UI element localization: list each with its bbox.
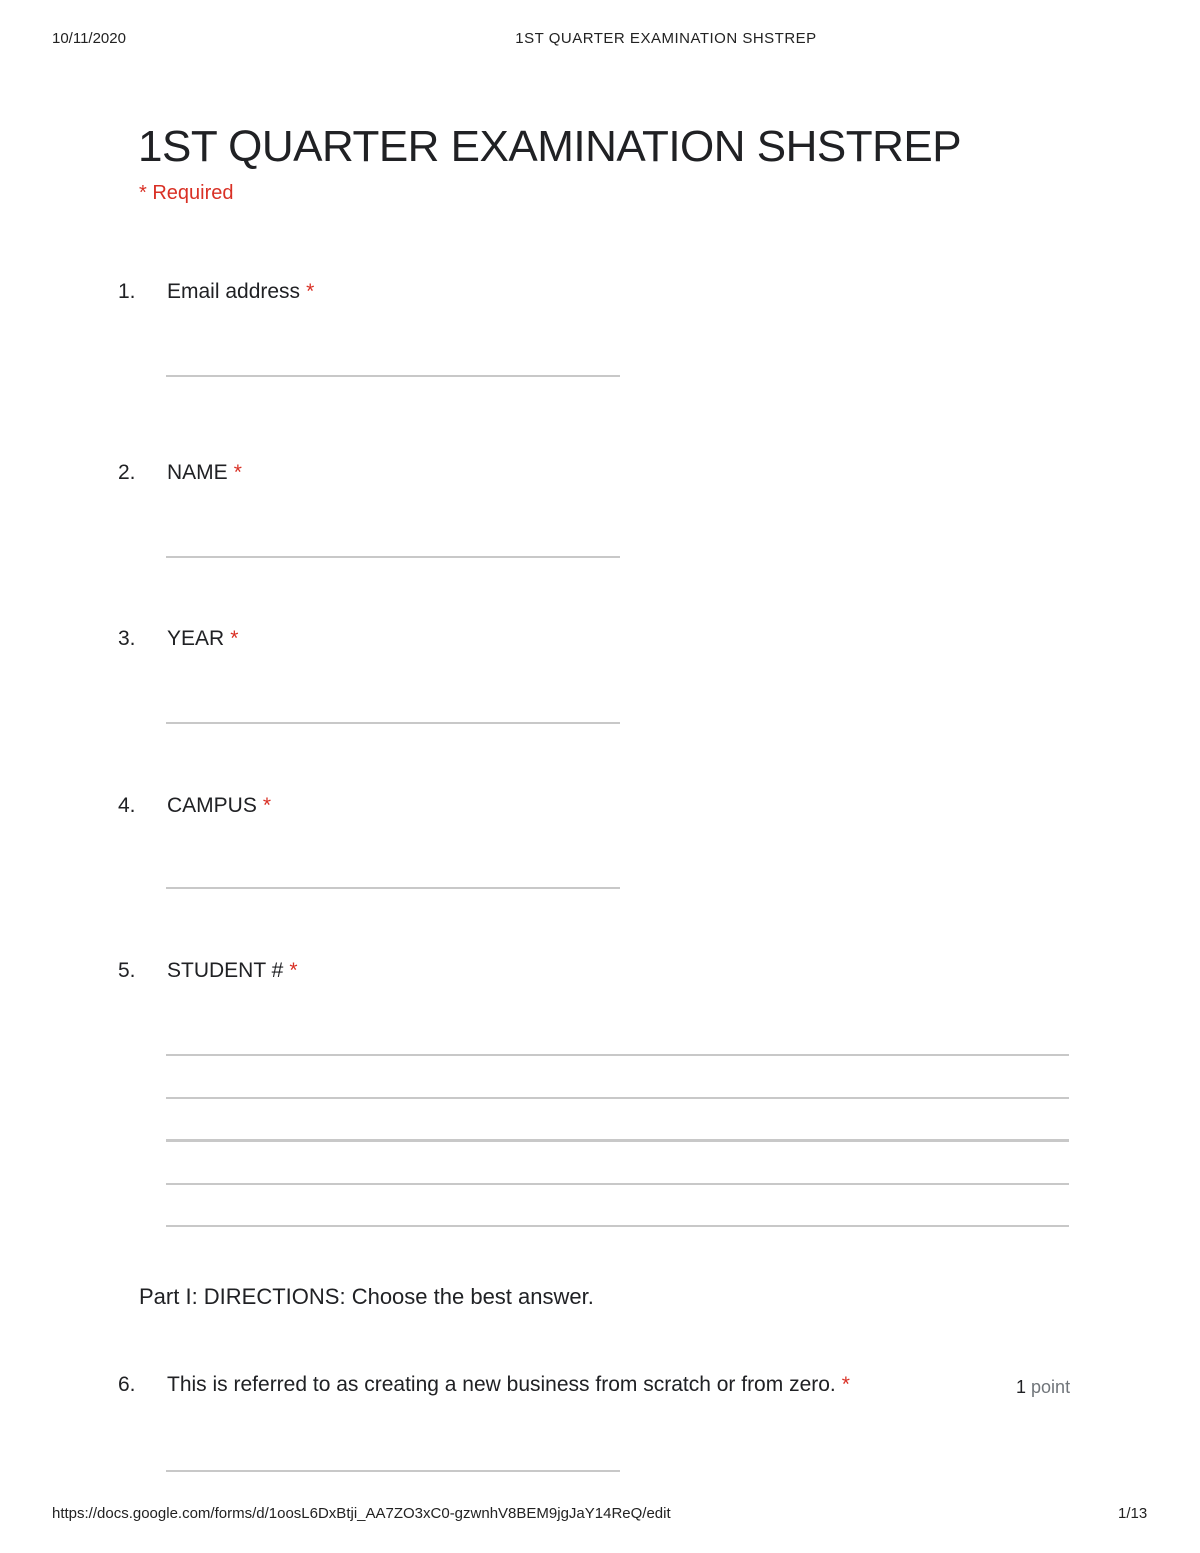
question-number: 2. [118, 461, 136, 484]
question-label [167, 1373, 850, 1397]
email-answer-field[interactable] [166, 375, 620, 377]
points-label [1016, 1377, 1070, 1398]
required-note: * Required [139, 182, 234, 204]
question-label [167, 627, 238, 651]
question-text: This is referred to as creating a new business from scratch or from zero. [167, 1373, 836, 1396]
question-number: 3. [118, 627, 136, 650]
required-marker: * [262, 794, 272, 817]
name-answer-field[interactable] [166, 556, 620, 558]
points-unit: point [1031, 1377, 1071, 1397]
points-value: 1 [1016, 1377, 1027, 1397]
year-answer-field[interactable] [166, 722, 620, 724]
question-text: YEAR [167, 627, 225, 650]
question-number: 4. [118, 794, 136, 817]
print-header-date: 10/11/2020 [52, 30, 126, 47]
question-number: 6. [118, 1373, 136, 1396]
question-text: CAMPUS [167, 794, 257, 817]
required-marker: * [230, 627, 239, 650]
student-number-answer-line[interactable] [166, 1183, 1069, 1185]
question-label [167, 959, 298, 983]
required-marker: * [306, 280, 315, 303]
section-directions: Part I: DIRECTIONS: Choose the best answer. [139, 1284, 594, 1309]
print-footer-url: https://docs.google.com/forms/d/1oosL6DxBtji_AA7ZO3xC0-gzwnhV8BEM9jgJaY14ReQ/edit [52, 1505, 671, 1522]
question-label [167, 794, 271, 818]
print-header-title: 1ST QUARTER EXAMINATION SHSTREP [515, 30, 817, 47]
required-marker: * [233, 461, 242, 484]
question-6-answer-field[interactable] [166, 1470, 620, 1472]
question-label [167, 280, 314, 304]
question-text: Email address [167, 280, 301, 303]
question-text: NAME [167, 461, 228, 484]
required-marker: * [289, 959, 298, 982]
campus-answer-field[interactable] [166, 887, 620, 889]
question-number: 5. [118, 959, 136, 982]
question-text: STUDENT # [167, 959, 284, 982]
student-number-answer-line[interactable] [166, 1139, 1069, 1142]
student-number-answer-line[interactable] [166, 1097, 1069, 1099]
print-footer-page-number: 1/13 [1118, 1505, 1148, 1522]
student-number-answer-line[interactable] [166, 1054, 1069, 1056]
required-marker: * [841, 1373, 850, 1396]
question-number: 1. [118, 280, 136, 303]
form-title: 1ST QUARTER EXAMINATION SHSTREP [138, 122, 962, 171]
student-number-answer-line[interactable] [166, 1225, 1069, 1227]
question-label [167, 461, 242, 485]
